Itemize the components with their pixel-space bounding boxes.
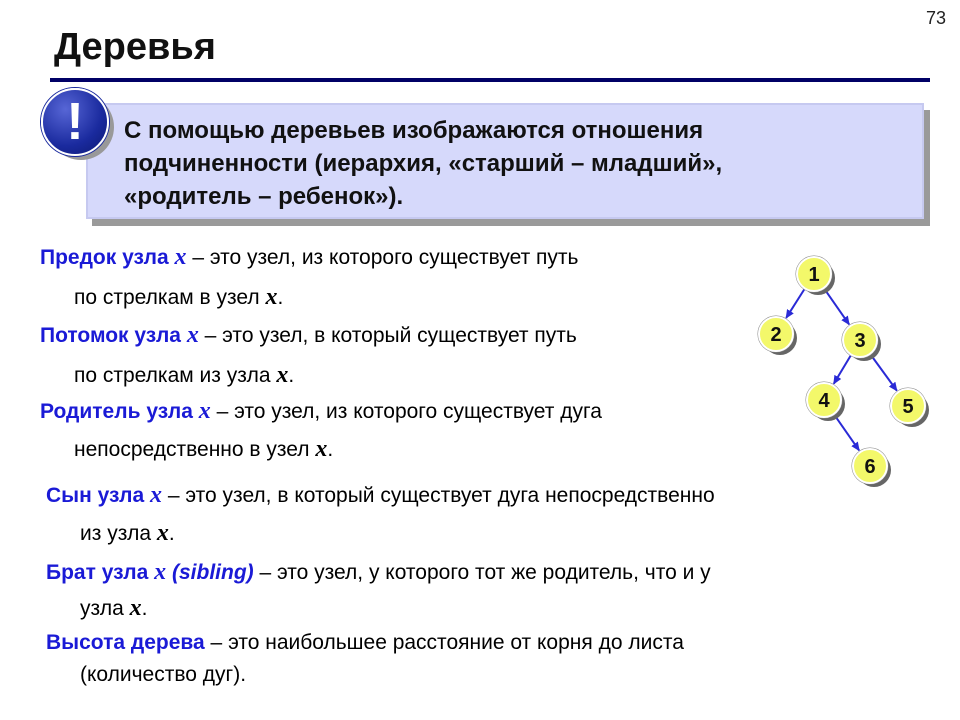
tree-edge-1-2 xyxy=(786,288,805,318)
tree-node-label: 2 xyxy=(770,324,782,346)
tree-edge-3-4 xyxy=(834,355,851,384)
tree-node-label: 5 xyxy=(902,396,914,418)
tree-edge-3-5 xyxy=(870,354,897,391)
exclamation-mark: ! xyxy=(66,93,84,151)
definition-child: Сын узла x – это узел, в который существует дуга непосредственно из узла x. xyxy=(46,482,715,546)
definition-sibling: Брат узла x (sibling) – это узел, у которого тот же родитель, что и у узла x. xyxy=(46,559,711,621)
term-height: Высота дерева xyxy=(46,631,205,654)
definition-height-line2: (количество дуг). xyxy=(80,663,247,686)
callout-line: «родитель – ребенок»). xyxy=(124,183,404,210)
page-number: 73 xyxy=(925,8,946,28)
tree-edge-4-6 xyxy=(834,414,859,450)
term-parent: Родитель узла x xyxy=(40,398,211,424)
tree-node-5 xyxy=(890,388,929,427)
term-sibling: Брат узла x (sibling) xyxy=(46,559,254,585)
tree-node-3 xyxy=(842,322,881,361)
definition-child-line2: из узла x. xyxy=(80,520,175,546)
tree-node-4 xyxy=(806,382,845,421)
definition-descendant: Потомок узла x – это узел, в который существует путь по стрелкам из узла x. xyxy=(40,322,577,388)
definition-ancestor: Предок узла x – это узел, из которого существует путь по стрелкам в узел x. xyxy=(40,244,579,310)
tree-node-6 xyxy=(852,448,891,487)
tree-node-2 xyxy=(758,316,797,355)
definition-descendant-line2: по стрелкам из узла x. xyxy=(74,362,295,388)
tree-node-label: 1 xyxy=(808,264,820,286)
term-child: Сын узла x xyxy=(46,482,163,508)
tree-node-1 xyxy=(796,256,835,295)
term-descendant: Потомок узла x xyxy=(40,322,199,348)
callout-line: С помощью деревьев изображаются отношения xyxy=(124,117,704,144)
tree-node-label: 4 xyxy=(818,390,830,412)
definition-ancestor-line2: по стрелкам в узел x. xyxy=(74,284,284,310)
definition-sibling-line2: узла x. xyxy=(80,595,148,621)
tree-node-label: 6 xyxy=(864,456,876,478)
term-ancestor: Предок узла x xyxy=(40,244,187,270)
definition-height: Высота дерева – это наибольшее расстояние от корня до листа (количество дуг). xyxy=(46,631,684,686)
callout-line: подчиненности (иерархия, «старший – младший», xyxy=(124,150,723,177)
slide-title: Деревья xyxy=(54,26,216,68)
definition-parent: Родитель узла x – это узел, из которого существует дуга непосредственно в узел x. xyxy=(40,398,602,462)
tree-node-label: 3 xyxy=(854,330,866,352)
tree-edge-1-3 xyxy=(824,288,849,324)
definition-parent-line2: непосредственно в узел x. xyxy=(74,436,334,462)
